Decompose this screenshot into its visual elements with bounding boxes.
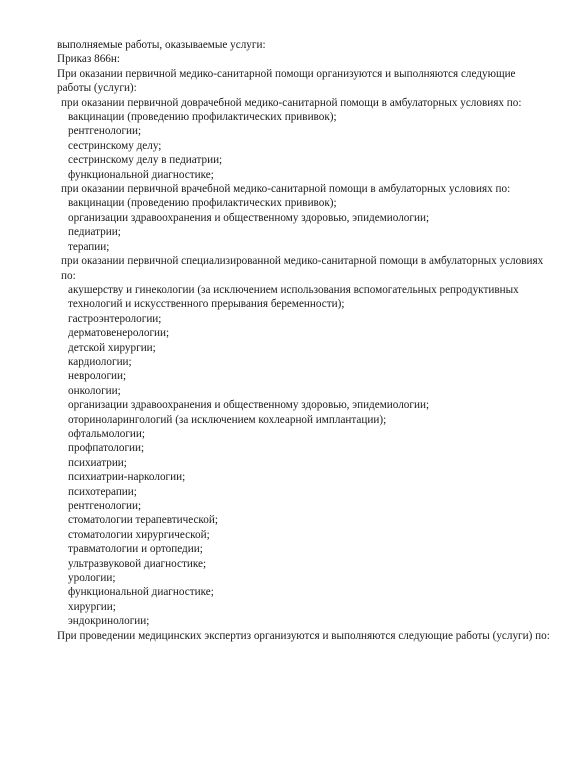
list-item: рентгенологии; [68,125,142,138]
list-item: организации здравоохранения и общественному здоровью, эпидемиологии; [68,399,430,412]
list-item: психиатрии; [68,456,127,469]
list-item: сестринскому делу в педиатрии; [68,154,223,167]
list-item: терапии; [68,240,110,253]
doc-paragraph: при оказании первичной доврачебной медико-санитарной помощи в амбулаторных условиях по: [61,96,522,109]
list-item: стоматологии терапевтической; [68,514,218,527]
list-item: функциональной диагностике; [68,168,214,181]
list-item: психиатрии-наркологии; [68,471,186,484]
list-item: педиатрии; [68,226,121,239]
list-item: ультразвуковой диагностике; [68,557,207,570]
list-item: травматологии и ортопедии; [68,543,203,556]
list-item: детской хирургии; [68,341,156,354]
list-item: хирургии; [68,600,116,613]
list-item: сестринскому делу; [68,139,162,152]
document-page [57,38,552,643]
list-item: психотерапии; [68,485,137,498]
doc-line: выполняемые работы, оказываемые услуги: [57,39,266,51]
list-item: вакцинации (проведению профилактических прививок); [68,111,337,124]
list-item: стоматологии хирургической; [68,528,210,541]
list-item: функциональной диагностике; [68,586,214,599]
list-item: дерматовенерологии; [68,327,170,340]
doc-paragraph: при оказании первичной специализированной медико-санитарной помощи в амбулаторных условиях по: [61,255,544,282]
doc-paragraph: При проведении медицинских экспертиз организуются и выполняются следующие работы (услуги) по: [57,629,550,642]
doc-paragraph: При оказании первичной медико-санитарной помощи организуются и выполняются следующие работы (услуги): [57,67,516,95]
list-item: оториноларингологий (за исключением кохлеарной имплантации); [68,413,387,426]
list-item: кардиологии; [68,355,132,368]
list-item: урологии; [68,572,116,585]
doc-line: при оказании первичной врачебной медико-санитарной помощи в амбулаторных условиях по: [61,183,511,196]
list-item: гастроэнтерологии; [68,312,162,325]
list-item: рентгенологии; [68,500,142,512]
list-item: онкологии; [68,384,121,397]
list-item: профпатологии; [68,442,145,455]
list-item: вакцинации (проведению профилактических прививок); [68,197,337,210]
list-item: эндокринологии; [68,615,150,628]
list-item: организации здравоохранения и общественному здоровью, эпидемиологии; [68,211,430,224]
doc-line: Приказ 866н: [57,53,120,66]
list-item: неврологии; [68,370,127,383]
list-item: офтальмологии; [68,427,145,440]
doc-paragraph: акушерству и гинекологии (за исключением использования вспомогательных репродуктивных технологий и искусственного прерывания беременности); [68,283,519,311]
